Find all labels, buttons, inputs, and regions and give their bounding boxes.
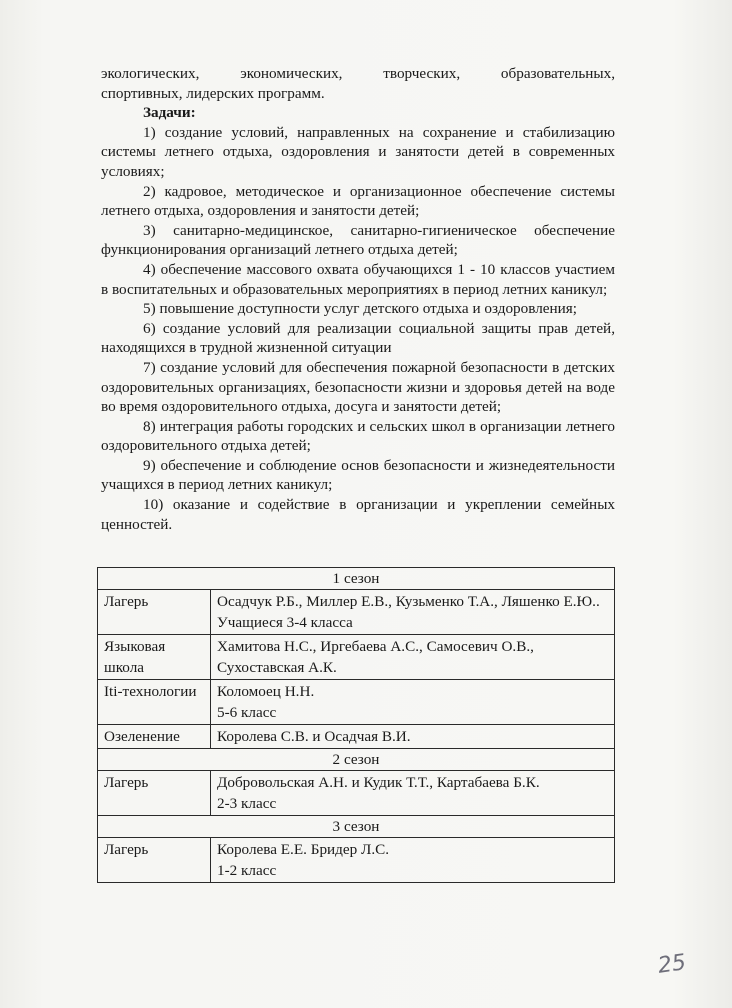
table-row [98,680,615,725]
task-item: 3) санитарно-медицинское, санитарно-гигиеническое обеспечение функционирования организаций летнего отдыха детей; [101,221,615,259]
staff-names: Королева Е.Е. Бридер Л.С. [217,841,390,858]
page-number: 25 [656,950,688,979]
season-header: 3 сезон [98,816,615,838]
table-row [98,590,615,635]
class-info: 1-2 класс [217,862,277,879]
staff-cell [211,635,615,680]
class-info: 5-6 класс [217,704,277,721]
task-item: 9) обеспечение и соблюдение основ безопасности и жизнедеятельности учащихся в период летних каникул; [101,456,615,494]
activity-label: Языковая школа [98,635,211,680]
task-item: 1) создание условий, направленных на сохранение и стабилизацию системы летнего отдыха, оздоровления и занятости детей в современных условиях; [101,123,615,180]
staff-cell [211,838,615,883]
season-header: 2 сезон [98,749,615,771]
body-text [101,64,615,534]
table-row [98,725,615,749]
activity-label: Лагерь [98,838,211,883]
staff-names: Осадчук Р.Б., Миллер Е.В., Кузьменко Т.А., Ляшенко Е.Ю.. [217,593,600,610]
task-item: 7) создание условий для обеспечения пожарной безопасности в детских оздоровительных организациях, безопасности жизни и здоровья детей на воде во время оздоровительного отдыха, досуга и занятости детей; [101,358,615,416]
task-item: 8) интеграция работы городских и сельских школ в организации летнего оздоровительного отдыха детей; [101,417,615,455]
table-row [98,838,615,883]
season-roster-table [97,567,615,883]
table-row [98,635,615,680]
task-item: 4) обеспечение массового охвата обучающихся 1 - 10 классов участием в воспитательных и образовательных мероприятиях в период летних каникул; [101,260,615,298]
task-item: 10) оказание и содействие в организации и укреплении семейных ценностей. [101,496,615,533]
staff-cell [211,680,615,725]
activity-label: Лагерь [98,771,211,816]
task-item: 2) кадровое, методическое и организационное обеспечение системы летнего отдыха, оздоровления и занятости детей; [101,182,615,220]
table-row [98,816,615,838]
staff-names: Добровольская А.Н. и Кудик Т.Т., Картабаева Б.К. [217,774,540,791]
task-item: 6) создание условий для реализации социальной защиты прав детей, находящихся в трудной жизненной ситуации [101,319,615,357]
tasks-heading: Задачи: [143,104,196,122]
task-item: 5) повышение доступности услуг детского отдыха и оздоровления; [143,300,577,318]
table-row [98,771,615,816]
intro-line-2: спортивных, лидерских программ. [101,84,325,102]
season-header: 1 сезон [98,568,615,590]
activity-label: Озеленение [98,725,211,749]
staff-names: Коломоец Н.Н. [217,683,315,700]
intro-line-1: экологических, экономических, творческих, образовательных, [101,65,615,82]
table-row [98,749,615,771]
staff-cell [211,590,615,635]
staff-names: Королева С.В. и Осадчая В.И. [217,728,411,745]
staff-cell [211,725,615,749]
table-row [98,568,615,590]
class-info: 2-3 класс [217,795,277,812]
class-info: Учащиеся 3-4 класса [217,614,353,631]
activity-label: Лагерь [98,590,211,635]
staff-cell [211,771,615,816]
staff-names: Хамитова Н.С., Иргебаева А.С., Самосевич О.В., Сухоставская А.К. [217,638,534,676]
activity-label: Iti-технологии [98,680,211,725]
